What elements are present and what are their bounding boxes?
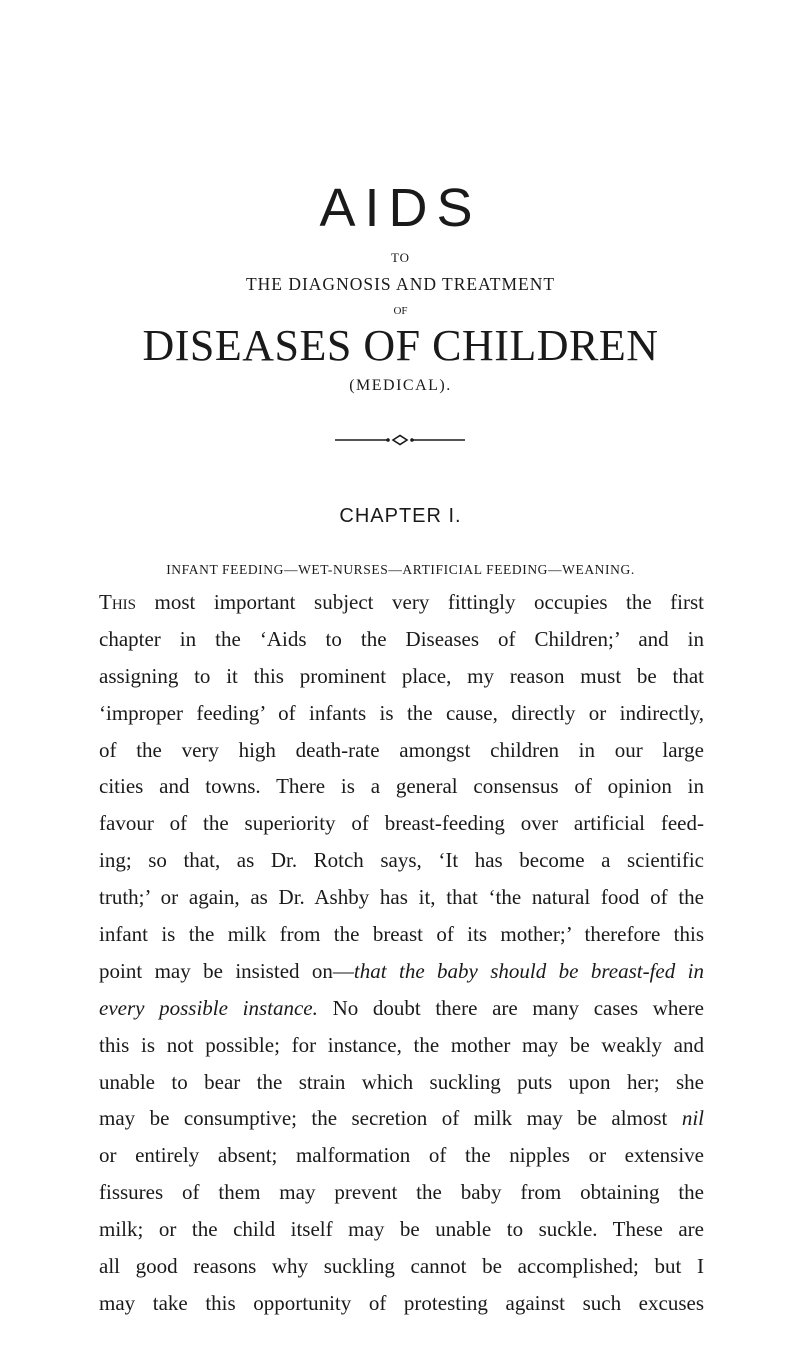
body-line: chapter in the ‘Aids to the Diseases of Children;’ and in (99, 626, 704, 651)
body-line: milk; or the child itself may be unable to suckle. These are (99, 1217, 704, 1242)
chapter-heading: INFANT FEEDING—WET-NURSES—ARTIFICIAL FEEDING—WEANING. (166, 562, 635, 577)
body-line: all good reasons why suckling cannot be accomplished; but I (99, 1254, 704, 1279)
emphasis-text: nil (681, 1106, 704, 1131)
body-line: unable to bear the strain which suckling puts upon her; she (99, 1069, 704, 1094)
body-line: cities and towns. There is a general consensus of opinion in (99, 774, 704, 799)
chapter-number: CHAPTER I. (339, 505, 462, 527)
title-main: DISEASES OF CHILDREN (142, 321, 659, 370)
emphasis-text: that the baby should be breast-fed in (353, 958, 704, 983)
ornament-divider-icon (335, 434, 465, 446)
body-line: every possible instance. No doubt there are many cases where (99, 995, 705, 1020)
body-line: fissures of them may prevent the baby from obtaining the (99, 1180, 704, 1205)
body-line: This most important subject very fittingly occupies the first (99, 590, 704, 614)
body-line: may take this opportunity of protesting against such excuses (99, 1290, 704, 1315)
body-line: or entirely absent; malformation of the nipples or extensive (99, 1143, 704, 1168)
title-of: OF (393, 305, 408, 317)
title-to: TO (390, 250, 411, 265)
title-subtitle: THE DIAGNOSIS AND TREATMENT (245, 274, 556, 294)
first-word: This (99, 590, 136, 614)
body-line: truth;’ or again, as Dr. Ashby has it, that ‘the natural food of the (99, 885, 704, 910)
body-line: of the very high death-rate amongst children in our large (99, 737, 704, 762)
body-line: infant is the milk from the breast of its mother;’ therefore this (99, 922, 704, 947)
body-line: ing; so that, as Dr. Rotch says, ‘It has become a scientific (99, 848, 704, 873)
body-line: this is not possible; for instance, the mother may be weakly and (99, 1032, 704, 1057)
body-line: point may be insisted on—that the baby should be breast-fed in (99, 958, 704, 983)
body-text (99, 584, 704, 1322)
emphasis-text: every possible instance. (99, 995, 318, 1020)
title-medical: (MEDICAL). (349, 377, 452, 394)
body-line: ‘improper feeding’ of infants is the cause, directly or indirectly, (99, 700, 704, 725)
body-line: may be consumptive; the secretion of milk may be almost nil (99, 1106, 704, 1131)
body-line: assigning to it this prominent place, my reason must be that (99, 663, 704, 688)
body-line: favour of the superiority of breast-feeding over artificial feed- (99, 811, 704, 836)
title-aids: AIDS (319, 178, 482, 238)
